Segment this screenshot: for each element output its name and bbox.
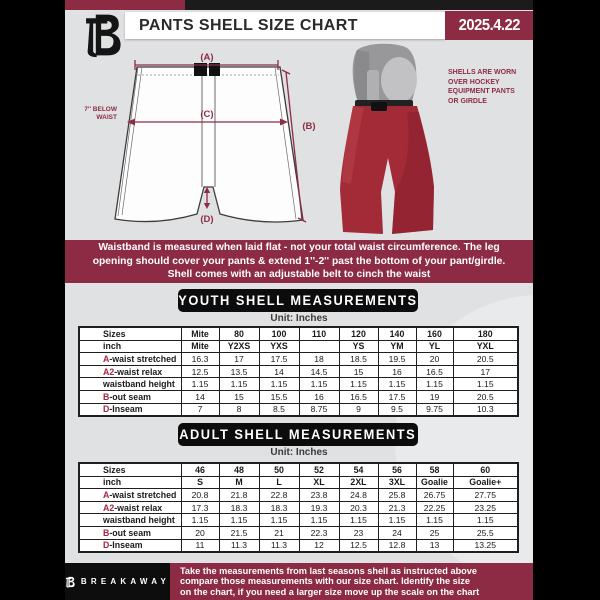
- table-cell: 20.5: [453, 390, 518, 403]
- waistband-notice-banner: [65, 240, 533, 283]
- text-line: compare those measurements with our size chart. Identify the size: [180, 576, 470, 587]
- table-cell: 46: [181, 463, 219, 476]
- table-cell: YL: [416, 340, 453, 353]
- table-cell: 22.25: [416, 501, 453, 514]
- table-row: [79, 365, 518, 378]
- table-cell: 12.8: [378, 539, 416, 552]
- table-row: [79, 514, 518, 527]
- measure-label-b: (B): [302, 121, 316, 132]
- table-cell: 17: [219, 353, 259, 366]
- table-cell: XL: [299, 476, 339, 489]
- table-cell: 1.15: [453, 514, 518, 527]
- measure-label-d: (D): [200, 214, 214, 225]
- table-cell: 20.8: [181, 489, 219, 502]
- text-line: Take the measurements from last seasons shell as instructed above: [180, 565, 478, 576]
- table-cell: 1.15: [181, 514, 219, 527]
- table-cell: 20: [416, 353, 453, 366]
- table-cell: 13.5: [219, 365, 259, 378]
- table-cell: 23: [339, 526, 378, 539]
- table-cell: 180: [453, 327, 518, 340]
- table-cell: 48: [219, 463, 259, 476]
- table-row: [79, 390, 518, 403]
- table-cell: 24: [378, 526, 416, 539]
- table-row: [79, 340, 518, 353]
- row-label: waistband height: [79, 514, 181, 527]
- text-line: 7'' BELOW: [84, 106, 117, 113]
- table-cell: Goalie+: [453, 476, 518, 489]
- table-row: [79, 463, 518, 476]
- text-line: opening should cover your pants & extend 1''-2'' past the bottom of your pant/girdle.: [92, 255, 506, 267]
- table-cell: 11: [181, 539, 219, 552]
- table-cell: YXS: [259, 340, 299, 353]
- page-title: PANTS SHELL SIZE CHART: [139, 16, 358, 34]
- table-cell: L: [259, 476, 299, 489]
- table-cell: 17.5: [259, 353, 299, 366]
- table-row: [79, 378, 518, 391]
- table-cell: 2XL: [339, 476, 378, 489]
- table-cell: YS: [339, 340, 378, 353]
- date-badge: [445, 11, 533, 40]
- table-cell: 11.3: [219, 539, 259, 552]
- table-cell: 16.5: [416, 365, 453, 378]
- table-cell: Mite: [181, 340, 219, 353]
- table-cell: 110: [299, 327, 339, 340]
- table-cell: 18: [299, 353, 339, 366]
- table-cell: 1.15: [219, 514, 259, 527]
- row-label: A-waist stretched: [79, 353, 181, 366]
- table-cell: 20.3: [339, 501, 378, 514]
- table-cell: 1.15: [339, 378, 378, 391]
- below-waist-note: [69, 106, 117, 122]
- table-cell: 23.8: [299, 489, 339, 502]
- footer-brand-box: [65, 563, 170, 600]
- row-label: Sizes: [79, 463, 181, 476]
- table-cell: 8: [219, 403, 259, 416]
- table-cell: 1.15: [259, 514, 299, 527]
- table-cell: 9.5: [378, 403, 416, 416]
- table-cell: 10.3: [453, 403, 518, 416]
- row-label: D-Inseam: [79, 403, 181, 416]
- text-line: EQUIPMENT PANTS: [448, 88, 515, 95]
- youth-unit-label: Unit: Inches: [270, 313, 328, 324]
- table-cell: 16: [299, 390, 339, 403]
- table-cell: 24.8: [339, 489, 378, 502]
- table-row: [79, 489, 518, 502]
- youth-measurements-table: [78, 326, 519, 417]
- shell-photo: [337, 42, 445, 238]
- table-cell: 16.5: [339, 390, 378, 403]
- table-cell: 25: [416, 526, 453, 539]
- adult-section-banner: [178, 423, 418, 446]
- table-row: [79, 526, 518, 539]
- table-cell: 140: [378, 327, 416, 340]
- table-cell: 9: [339, 403, 378, 416]
- table-cell: 21: [259, 526, 299, 539]
- table-cell: 1.15: [339, 514, 378, 527]
- text-line: WAIST: [96, 114, 117, 121]
- table-cell: 11.3: [259, 539, 299, 552]
- table-cell: 12.5: [181, 365, 219, 378]
- table-cell: 15.5: [259, 390, 299, 403]
- table-cell: YXL: [453, 340, 518, 353]
- table-cell: 1.15: [259, 378, 299, 391]
- table-cell: 50: [259, 463, 299, 476]
- youth-section-title: YOUTH SHELL MEASUREMENTS: [178, 293, 418, 308]
- table-cell: 1.15: [378, 378, 416, 391]
- table-cell: 23.25: [453, 501, 518, 514]
- table-cell: 100: [259, 327, 299, 340]
- table-cell: 18.3: [219, 501, 259, 514]
- table-cell: 14: [259, 365, 299, 378]
- table-cell: 26.75: [416, 489, 453, 502]
- table-cell: 21.3: [378, 501, 416, 514]
- table-cell: 15: [339, 365, 378, 378]
- table-cell: 1.15: [219, 378, 259, 391]
- page-title-box: [125, 12, 445, 39]
- table-cell: 20.5: [453, 353, 518, 366]
- table-cell: Y2XS: [219, 340, 259, 353]
- table-cell: 17.3: [181, 501, 219, 514]
- table-cell: 27.75: [453, 489, 518, 502]
- table-cell: 18.3: [259, 501, 299, 514]
- row-label: B-out seam: [79, 390, 181, 403]
- table-cell: 21.5: [219, 526, 259, 539]
- table-row: [79, 501, 518, 514]
- table-cell: M: [219, 476, 259, 489]
- table-cell: 17: [453, 365, 518, 378]
- table-cell: 8.5: [259, 403, 299, 416]
- text-line: SHELLS ARE WORN: [448, 69, 517, 76]
- measure-label-c: (C): [200, 109, 214, 120]
- table-cell: 25.8: [378, 489, 416, 502]
- table-row: [79, 539, 518, 552]
- table-cell: 1.15: [416, 378, 453, 391]
- adult-measurements-table: [78, 462, 519, 553]
- table-cell: 52: [299, 463, 339, 476]
- document: [65, 0, 533, 600]
- table-cell: 7: [181, 403, 219, 416]
- table-cell: 1.15: [416, 514, 453, 527]
- table-cell: 17.5: [378, 390, 416, 403]
- table-cell: Mite: [181, 327, 219, 340]
- table-cell: 58: [416, 463, 453, 476]
- text-line: on the chart, if you need a larger size move up the scale on the chart: [180, 586, 480, 597]
- table-cell: 25.5: [453, 526, 518, 539]
- table-cell: S: [181, 476, 219, 489]
- table-cell: 22.3: [299, 526, 339, 539]
- table-cell: 18.5: [339, 353, 378, 366]
- table-cell: 14.5: [299, 365, 339, 378]
- row-label: B-out seam: [79, 526, 181, 539]
- table-row: [79, 327, 518, 340]
- table-cell: 19: [416, 390, 453, 403]
- table-cell: Goalie: [416, 476, 453, 489]
- pants-measurement-diagram: [107, 50, 322, 240]
- text-line: OR GIRDLE: [448, 97, 487, 105]
- text-line: Waistband is measured when laid flat - not your total waist circumference. The leg: [98, 242, 500, 254]
- table-cell: 13.25: [453, 539, 518, 552]
- date-text: 2025.4.22: [458, 16, 520, 34]
- table-cell: 13: [416, 539, 453, 552]
- table-cell: 56: [378, 463, 416, 476]
- table-cell: 160: [416, 327, 453, 340]
- row-label: A2-waist relax: [79, 501, 181, 514]
- table-cell: 1.15: [299, 514, 339, 527]
- table-cell: 22.8: [259, 489, 299, 502]
- table-cell: 12.5: [339, 539, 378, 552]
- footer-instructions: [170, 563, 533, 600]
- table-cell: 21.8: [219, 489, 259, 502]
- table-cell: 20: [181, 526, 219, 539]
- table-cell: 60: [453, 463, 518, 476]
- table-cell: 19.5: [378, 353, 416, 366]
- text-line: Shell comes with an adjustable belt to cinch the waist: [167, 269, 431, 281]
- table-cell: 15: [219, 390, 259, 403]
- table-cell: 16: [378, 365, 416, 378]
- row-label: Sizes: [79, 327, 181, 340]
- row-label: waistband height: [79, 378, 181, 391]
- table-cell: 1.15: [378, 514, 416, 527]
- adult-unit-label: Unit: Inches: [270, 447, 328, 458]
- youth-section-banner: [178, 289, 418, 312]
- breakaway-logo-icon: [65, 571, 75, 593]
- table-row: [79, 476, 518, 489]
- table-cell: 1.15: [181, 378, 219, 391]
- adult-section-title: ADULT SHELL MEASUREMENTS: [179, 427, 417, 442]
- row-label: D-Inseam: [79, 539, 181, 552]
- top-bar-accent: [65, 0, 185, 10]
- row-label: A-waist stretched: [79, 489, 181, 502]
- table-cell: 3XL: [378, 476, 416, 489]
- table-cell: 12: [299, 539, 339, 552]
- table-cell: YM: [378, 340, 416, 353]
- table-cell: [299, 340, 339, 353]
- table-row: [79, 353, 518, 366]
- table-cell: 120: [339, 327, 378, 340]
- footer-brand-name: BREAKAWAY: [80, 577, 170, 586]
- table-cell: 80: [219, 327, 259, 340]
- text-line: OVER HOCKEY: [448, 78, 500, 86]
- table-cell: 8.75: [299, 403, 339, 416]
- row-label: A2-waist relax: [79, 365, 181, 378]
- measure-label-a: (A): [200, 52, 214, 63]
- table-cell: 54: [339, 463, 378, 476]
- table-cell: 19.3: [299, 501, 339, 514]
- photo-caption: [448, 68, 518, 106]
- row-label: inch: [79, 340, 181, 353]
- table-row: [79, 403, 518, 416]
- table-cell: 1.15: [453, 378, 518, 391]
- table-cell: 16.3: [181, 353, 219, 366]
- table-cell: 1.15: [299, 378, 339, 391]
- row-label: inch: [79, 476, 181, 489]
- table-cell: 14: [181, 390, 219, 403]
- table-cell: 9.75: [416, 403, 453, 416]
